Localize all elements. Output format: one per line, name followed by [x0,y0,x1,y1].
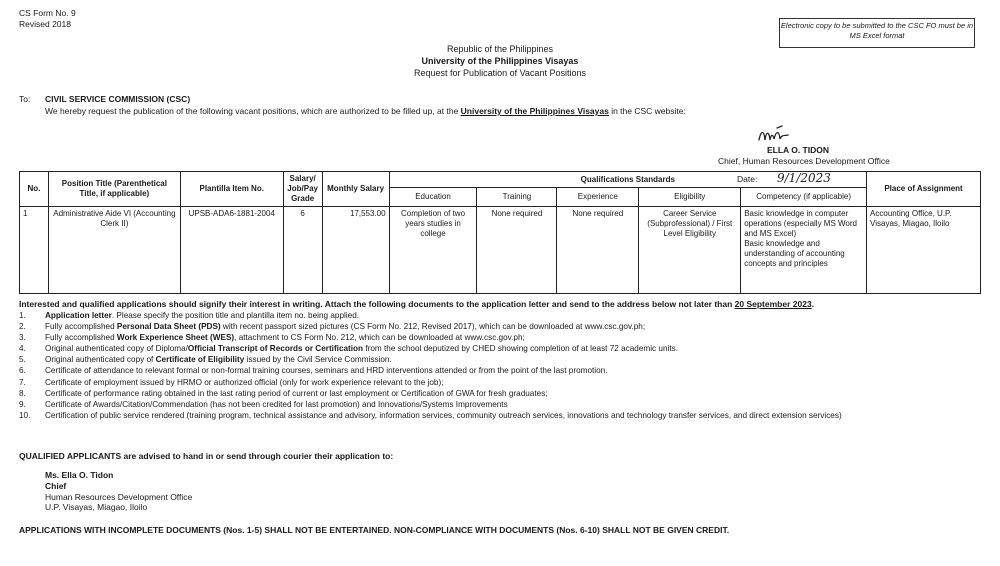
requirement-text: Certificate of attendance to relevant formal or non-formal training courses, seminars and HRD interventions attended or from the point of the last promotion. [45,366,608,376]
document-header [0,43,1000,79]
address-name: Ms. Ella O. Tidon [45,470,114,480]
date-label: Date: [737,174,758,184]
requirement-number: 2. [19,322,26,332]
requirement-number: 4. [19,344,26,354]
requirement-number: 5. [19,355,26,365]
requirement-number: 3. [19,333,26,343]
col-header-plantilla: Plantilla Item No. [180,172,283,207]
requirement-number: 9. [19,399,26,409]
republic-line: Republic of the Philippines [446,44,554,54]
col-header-eligibility: Eligibility [639,188,741,207]
cell-place: Accounting Office, U.P. Visayas, Miagao, Iloilo [867,207,981,294]
form-number-label: CS Form No. 9 [19,8,76,18]
table-row [20,207,981,294]
requirement-number: 6. [19,366,26,376]
signatory-block [718,145,890,166]
address-office: Human Resources Development Office [45,491,193,502]
form-revision: Revised 2018 [19,19,71,29]
cell-eligibility: Career Service (Subprofessional) / First Level Eligibility [639,207,741,294]
qualified-applicants-note: QUALIFIED APPLICANTS are advised to hand in or send through courier their application to: [19,451,394,461]
requirement-text: . Please specify the position title and plantilla item no. being applied. [111,311,360,320]
col-header-place: Place of Assignment [867,172,981,207]
requirement-item [19,410,979,421]
col-header-training: Training [477,188,557,207]
requirement-text: Original authenticated copy of [45,355,156,365]
form-number [19,8,76,30]
requirement-item [19,388,979,399]
cell-position: Administrative Aide VI (Accounting Clerk II) [48,207,180,294]
col-header-no: No. [20,172,49,207]
cell-plantilla: UPSB-ADA6-1881-2004 [180,207,283,294]
requirement-text: , attachment to CS Form No. 212, which can be downloaded at www.csc.gov.ph; [234,333,525,343]
handwritten-date-text: 9/1/2023 [777,171,831,185]
signatory-title: Chief, Human Resources Development Office [718,155,890,166]
application-deadline: 20 September 2023 [734,299,812,309]
signatory-name: ELLA O. TIDON [766,145,829,155]
compliance-warning: APPLICATIONS WITH INCOMPLETE DOCUMENTS (Nos. 1-5) SHALL NOT BE ENTERTAINED. NON-COMPLIANCE WITH DOCUMENTS (Nos. 6-10) SHALL NOT BE GIVEN CREDIT. [19,525,730,535]
requirement-text: Fully accomplished [45,333,117,343]
address-location: U.P. Visayas, Miagao, Iloilo [45,502,148,513]
col-header-experience: Experience [557,188,639,207]
competency-item: Basic knowledge and understanding of accounting concepts and principles [744,239,845,268]
col-header-monthly-salary: Monthly Salary [322,172,389,207]
request-text-before: We hereby request the publication of the following vacant positions, which are authorized to be filled up, at the [45,106,461,116]
university-name: University of the Philippines Visayas [421,56,579,66]
col-header-education: Education [389,188,477,207]
mailing-address [45,470,192,513]
requirement-item [19,343,979,354]
requirement-item [19,354,979,365]
instructions-lead: Interested and qualified applications should signify their interest in writing. Attach the following documents to the application letter and send to the address below not later than [19,299,735,309]
requirement-text: issued by the Civil Service Commission. [244,355,392,365]
requirement-text: Fully accomplished [45,322,117,332]
requirement-text: with recent passport sized pictures (CS Form No. 212, Revised 2017), which can be downloaded at www.csc.gov.ph; [220,322,646,332]
excel-notice-box: Electronic copy to be submitted to the CSC FO must be in MS Excel format [779,18,975,48]
requirement-item [19,399,979,410]
competency-item: Basic knowledge in computer operations (especially MS Word and MS Excel) [744,209,857,238]
requirement-key-document: Work Experience Sheet (WES) [116,333,235,343]
requirement-item [19,321,979,332]
col-header-competency: Competency (if applicable) [741,188,867,207]
requirement-number: 7. [19,377,26,387]
col-header-qualifications: Qualifications Standards [389,172,866,188]
cell-monthly-salary: 17,553.00 [322,207,389,294]
request-institution: University of the Philippines Visayas [460,106,609,116]
requirement-number: 1. [19,311,26,320]
requirement-key-document: Personal Data Sheet (PDS) [116,322,221,332]
to-label: To: [19,94,31,104]
requirement-number: 10. [19,410,31,420]
cell-education: Completion of two years studies in college [389,207,477,294]
requirement-item [19,377,979,388]
vacancy-table [19,171,981,294]
application-instructions [19,299,814,309]
requirement-number: 8. [19,388,26,398]
cell-training: None required [477,207,557,294]
requirement-key-document: Application letter [45,311,112,320]
addressee-name: CIVIL SERVICE COMMISSION (CSC) [45,94,191,104]
request-statement [45,106,686,116]
document-subtitle: Request for Publication of Vacant Positions [414,68,586,78]
table-header-row [20,172,981,188]
requirements-list [19,310,979,421]
requirement-text: Certificate of employment issued by HRMO or authorized official (only for work experience relevant to the job); [45,377,444,387]
cell-experience: None required [557,207,639,294]
requirement-item [19,365,979,376]
requirement-key-document: Certificate of Eligibility [155,355,245,365]
requirement-text: Original authenticated copy of Diploma/ [45,344,188,354]
requirement-key-document: Official Transcript of Records or Certification [187,344,364,354]
requirement-text: Certificate of Awards/Citation/Commendation (has not been credited for last promotion) and Innovations/Systems Improvements [45,399,508,409]
cell-competency [741,207,867,294]
address-position: Chief [45,480,67,491]
requirement-text: from the school deputized by CHED showing completion of at least 72 academic units. [363,344,678,354]
col-header-salary-grade: Salary/ Job/Pay Grade [283,172,322,207]
addressee-line [19,94,190,104]
col-header-position: Position Title (Parenthetical Title, if applicable) [48,172,180,207]
request-text-after: in the CSC website: [608,106,686,116]
requirement-text: Certificate of performance rating obtained in the last rating period of current or last employment or Certification of GWA for fresh graduates; [45,388,548,398]
requirement-item [19,310,979,321]
instructions-end: . [811,299,815,309]
requirement-item [19,332,979,343]
cell-salary-grade: 6 [283,207,322,294]
cell-no: 1 [20,207,49,294]
requirement-text: Certification of public service rendered (training program, technical assistance and advisory, information services, community outreach services, innovations and technology transfer services, and direct extension services) [45,410,842,420]
